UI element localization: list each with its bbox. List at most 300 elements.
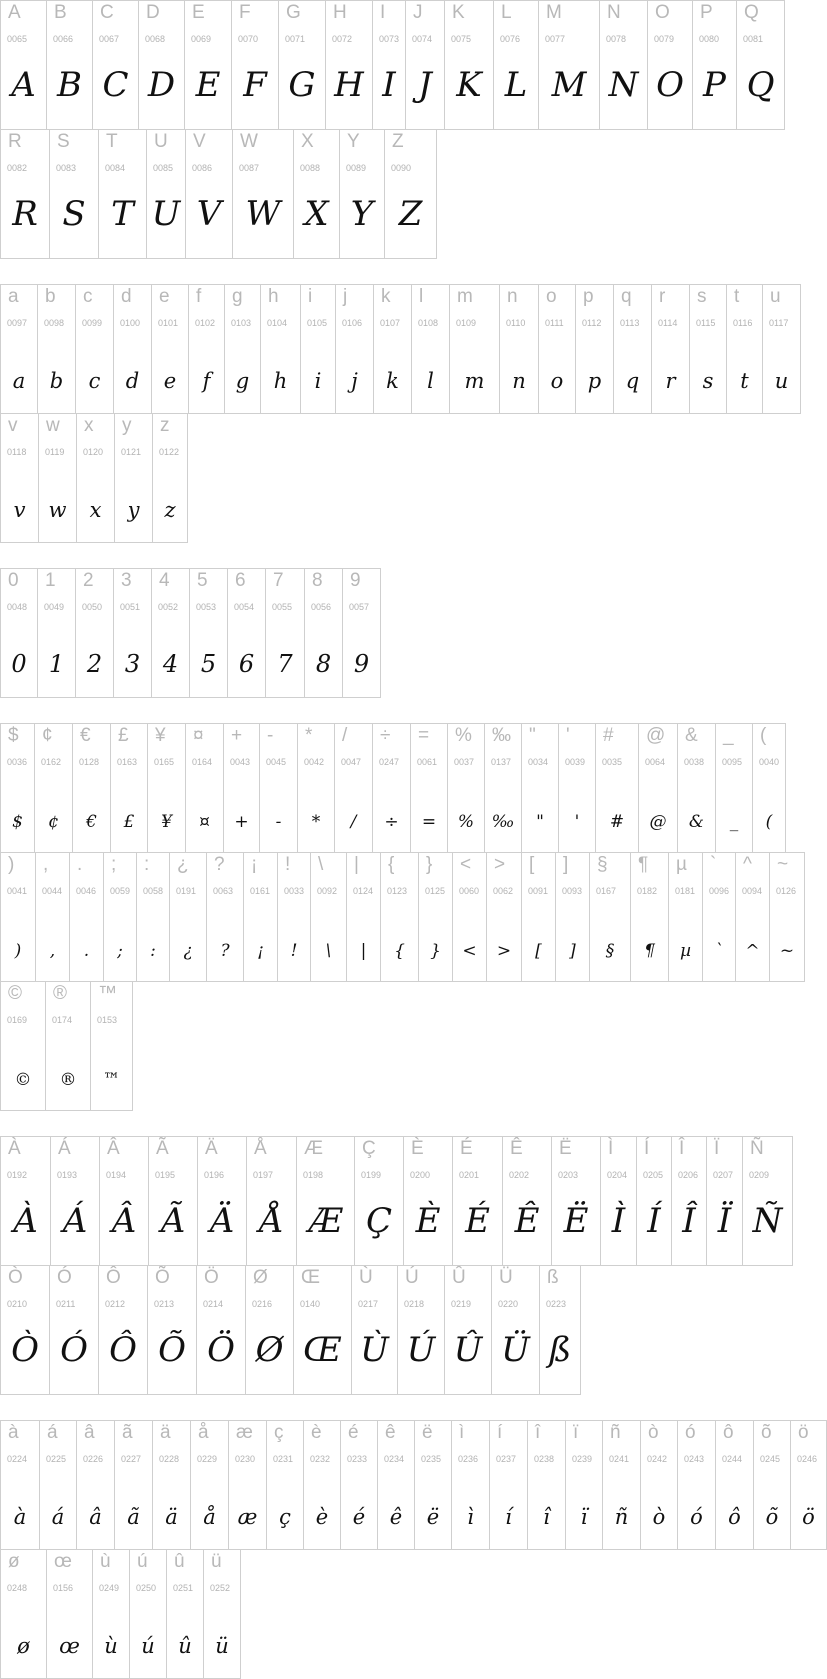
character-label: L (501, 2, 512, 23)
glyph-cell (790, 1420, 827, 1550)
character-label: ù (100, 1551, 111, 1572)
glyph-cell (98, 129, 147, 259)
glyph-cell (702, 852, 736, 982)
script-glyph: s (702, 369, 714, 393)
script-glyph: Z (398, 194, 423, 234)
character-code: 0108 (418, 318, 439, 328)
glyph-cell (418, 852, 453, 982)
character-label: " (529, 725, 536, 746)
character-label: µ (676, 854, 687, 875)
script-glyph: ÷ (384, 812, 399, 832)
script-glyph: | (360, 941, 367, 961)
glyph-cell (260, 284, 301, 414)
character-code: 0055 (272, 602, 293, 612)
character-label: j (343, 286, 348, 307)
glyph-cell (197, 1136, 247, 1266)
glyph-cell (489, 1420, 528, 1550)
glyph-cell (640, 1420, 678, 1550)
character-code: 0041 (7, 886, 28, 896)
character-label: € (80, 725, 91, 746)
script-glyph: £ (123, 812, 135, 832)
character-label: Ó (57, 1267, 72, 1288)
character-label: C (100, 2, 114, 23)
glyph-cell (403, 1136, 453, 1266)
glyph-cell (90, 981, 133, 1111)
script-glyph: L (504, 65, 528, 105)
script-glyph: z (164, 498, 176, 522)
glyph-cell (373, 284, 412, 414)
character-code: 0073 (379, 34, 400, 44)
character-code: 0113 (620, 318, 640, 328)
script-glyph: ¿ (183, 941, 193, 961)
script-glyph: * (311, 812, 321, 832)
character-code: 0125 (425, 886, 446, 896)
glyph-cell (325, 0, 373, 130)
script-glyph: d (125, 369, 140, 393)
script-glyph: Ø (255, 1330, 284, 1370)
script-glyph: 9 (353, 650, 370, 678)
script-glyph: ç (279, 1505, 291, 1529)
character-label: P (700, 2, 713, 23)
character-label: O (655, 2, 670, 23)
script-glyph: ^ (745, 941, 760, 961)
character-label: F (239, 2, 251, 23)
character-code: 0089 (346, 163, 367, 173)
script-glyph: À (13, 1201, 38, 1241)
glyph-cell (304, 568, 343, 698)
character-code: 0036 (7, 757, 28, 767)
script-glyph: Ê (514, 1201, 540, 1241)
script-glyph: ä (165, 1505, 178, 1529)
glyph-cell (92, 0, 139, 130)
character-code: 0092 (317, 886, 338, 896)
character-label: A (8, 2, 21, 23)
glyph-cell (196, 1265, 246, 1395)
character-label: I (380, 2, 386, 23)
script-glyph: ó (690, 1505, 703, 1529)
character-code: 0035 (602, 757, 623, 767)
script-glyph: Î (682, 1201, 696, 1241)
character-code: 0232 (310, 1454, 331, 1464)
glyph-cell (565, 1420, 603, 1550)
character-code: 0046 (76, 886, 97, 896)
character-label: D (146, 2, 160, 23)
glyph-cell (692, 0, 737, 130)
script-glyph: ß (548, 1330, 572, 1370)
script-glyph: Ë (563, 1201, 589, 1241)
script-glyph: R (12, 194, 38, 234)
glyph-cell (227, 568, 266, 698)
character-code: 0223 (546, 1299, 567, 1309)
character-code: 0061 (417, 757, 438, 767)
character-label: ‰ (492, 725, 511, 746)
script-glyph: § (605, 941, 615, 961)
character-label: 8 (312, 570, 323, 591)
script-glyph: O (656, 65, 684, 105)
character-label: E (192, 2, 205, 23)
character-label: Â (107, 1138, 120, 1159)
character-label: k (381, 286, 391, 307)
script-glyph: n (512, 369, 526, 393)
script-glyph: e (163, 369, 177, 393)
glyph-cell (76, 413, 115, 543)
glyph-cell (689, 284, 727, 414)
character-label: ¤ (193, 725, 204, 746)
character-code: 0122 (159, 447, 180, 457)
character-label: ( (760, 725, 767, 746)
script-glyph: ¥ (161, 812, 172, 832)
glyph-cell (677, 723, 716, 853)
character-label: ^ (743, 854, 752, 875)
character-label: b (45, 286, 56, 307)
script-glyph: % (457, 812, 475, 832)
character-code: 0213 (154, 1299, 175, 1309)
character-code: 0059 (110, 886, 131, 896)
character-label: ø (8, 1551, 20, 1572)
character-label: Ë (559, 1138, 572, 1159)
character-label: B (54, 2, 67, 23)
script-glyph: } (430, 941, 441, 961)
character-label: Ú (405, 1267, 419, 1288)
glyph-cell (410, 723, 448, 853)
character-code: 0058 (143, 886, 164, 896)
character-label: N (607, 2, 621, 23)
script-glyph: 7 (277, 650, 293, 678)
character-label: 7 (273, 570, 284, 591)
character-code: 0167 (596, 886, 617, 896)
character-code: 0083 (56, 163, 77, 173)
glyph-cell (152, 1420, 191, 1550)
character-label: 1 (45, 570, 56, 591)
character-code: 0225 (46, 1454, 67, 1464)
character-label: c (83, 286, 93, 307)
character-code: 0126 (776, 886, 797, 896)
character-label: # (603, 725, 614, 746)
glyph-cell (75, 284, 114, 414)
character-code: 0203 (558, 1170, 579, 1180)
character-label: } (426, 854, 433, 875)
character-code: 0087 (239, 163, 260, 173)
glyph-cell (340, 1420, 378, 1550)
character-code: 0193 (57, 1170, 78, 1180)
glyph-cell (243, 852, 278, 982)
script-glyph: 3 (124, 650, 141, 678)
script-glyph: w (48, 498, 67, 522)
glyph-cell (92, 1549, 130, 1679)
character-code: 0218 (404, 1299, 425, 1309)
glyph-cell (203, 1549, 241, 1679)
character-label: @ (646, 725, 666, 746)
script-glyph: G (288, 65, 316, 105)
character-label: q (621, 286, 632, 307)
glyph-cell (380, 852, 419, 982)
character-code: 0094 (742, 886, 763, 896)
character-code: 0228 (159, 1454, 180, 1464)
character-label: û (174, 1551, 185, 1572)
glyph-cell (113, 284, 152, 414)
character-label: ê (385, 1422, 396, 1443)
glyph-cell (346, 852, 381, 982)
character-label: © (8, 983, 22, 1004)
glyph-cell (0, 1420, 40, 1550)
character-code: 0206 (678, 1170, 699, 1180)
glyph-cell (753, 1420, 791, 1550)
script-glyph: Õ (158, 1330, 186, 1370)
character-code: 0068 (145, 34, 166, 44)
glyph-cell (206, 852, 244, 982)
character-label: $ (8, 725, 19, 746)
character-code: 0246 (797, 1454, 818, 1464)
glyph-cell (103, 852, 137, 982)
character-label: 9 (350, 570, 361, 591)
character-label: a (8, 286, 19, 307)
glyph-cell (185, 723, 224, 853)
script-glyph: g (235, 369, 250, 393)
character-label: : (144, 854, 150, 875)
script-glyph: = (421, 812, 437, 832)
character-code: 0042 (304, 757, 325, 767)
script-glyph: q (625, 369, 640, 393)
script-glyph: Y (350, 194, 374, 234)
glyph-cell (76, 1420, 115, 1550)
glyph-cell (411, 284, 450, 414)
script-glyph: ¶ (644, 941, 655, 961)
glyph-cell (114, 413, 153, 543)
glyph-cell (538, 284, 576, 414)
script-glyph: ] (569, 941, 576, 961)
script-glyph: ê (389, 1505, 403, 1529)
character-code: 0231 (273, 1454, 294, 1464)
character-label: ™ (98, 983, 117, 1004)
character-code: 0153 (97, 1015, 118, 1025)
script-glyph: ë (426, 1505, 440, 1529)
character-label: á (47, 1422, 58, 1443)
glyph-cell (293, 129, 340, 259)
script-glyph: D (147, 65, 176, 105)
glyph-cell (499, 284, 539, 414)
character-code: 0128 (79, 757, 100, 767)
glyph-cell (0, 981, 46, 1111)
script-glyph: 6 (238, 650, 255, 678)
character-code: 0204 (607, 1170, 628, 1180)
script-glyph: Ù (360, 1330, 389, 1370)
script-glyph: B (57, 65, 82, 105)
script-glyph: - (275, 812, 282, 832)
glyph-cell (0, 1265, 50, 1395)
script-glyph: È (415, 1201, 441, 1241)
character-label: Ï (714, 1138, 720, 1159)
script-glyph: ¡ (257, 941, 264, 961)
script-glyph: > (496, 941, 512, 961)
character-code: 0174 (52, 1015, 73, 1025)
character-code: 0060 (459, 886, 480, 896)
glyph-cell (372, 0, 406, 130)
character-code: 0103 (231, 318, 252, 328)
script-glyph: 8 (315, 650, 332, 678)
glyph-cell (351, 1265, 398, 1395)
glyph-cell (278, 0, 326, 130)
script-glyph: U (151, 194, 181, 234)
script-glyph: ù (104, 1634, 118, 1658)
glyph-cell (148, 1136, 198, 1266)
glyph-cell (451, 1420, 490, 1550)
character-label: Û (452, 1267, 466, 1288)
glyph-cell (527, 1420, 566, 1550)
script-glyph: { (394, 941, 405, 961)
character-code: 0205 (643, 1170, 664, 1180)
character-code: 0111 (545, 318, 564, 328)
glyph-cell (46, 1549, 93, 1679)
character-label: Ù (359, 1267, 373, 1288)
character-label: ¶ (638, 854, 649, 875)
script-glyph: 5 (200, 650, 217, 678)
character-code: 0105 (307, 318, 328, 328)
glyph-cell (551, 1136, 601, 1266)
script-glyph: ) (14, 941, 22, 961)
character-code: 0196 (204, 1170, 225, 1180)
glyph-cell (146, 129, 186, 259)
glyph-cell (447, 723, 485, 853)
glyph-cell (539, 1265, 581, 1395)
character-code: 0039 (565, 757, 586, 767)
character-label: + (231, 725, 243, 746)
character-label: £ (118, 725, 129, 746)
glyph-cell (521, 723, 559, 853)
character-label: ~ (777, 854, 789, 875)
glyph-cell (493, 0, 539, 130)
character-label: ä (160, 1422, 171, 1443)
script-glyph: . (83, 941, 90, 961)
character-label: Ä (205, 1138, 218, 1159)
character-label: Ø (253, 1267, 268, 1288)
glyph-cell (602, 1420, 641, 1550)
script-glyph: õ (765, 1505, 779, 1529)
script-glyph: $ (12, 812, 23, 832)
character-code: 0197 (253, 1170, 274, 1180)
script-glyph: j (351, 369, 358, 393)
character-label: \ (318, 854, 324, 875)
script-glyph: K (456, 65, 482, 105)
character-code: 0169 (7, 1015, 28, 1025)
character-code: 0242 (647, 1454, 668, 1464)
glyph-cell (0, 1136, 51, 1266)
character-label: g (232, 286, 243, 307)
glyph-cell (110, 723, 148, 853)
script-glyph: J (418, 65, 432, 105)
character-code: 0072 (332, 34, 353, 44)
glyph-cell (231, 0, 279, 130)
character-label: 3 (121, 570, 132, 591)
character-label: ü (211, 1551, 222, 1572)
script-glyph: ‰ (491, 812, 515, 832)
character-label: æ (236, 1422, 253, 1443)
character-label: l (419, 286, 424, 307)
character-code: 0217 (358, 1299, 379, 1309)
character-label: t (734, 286, 740, 307)
character-label: K (452, 2, 465, 23)
character-code: 0235 (421, 1454, 442, 1464)
glyph-cell (600, 1136, 637, 1266)
character-label: > (494, 854, 506, 875)
glyph-cell (736, 0, 785, 130)
script-glyph: ` (714, 941, 724, 961)
glyph-cell (277, 852, 311, 982)
script-glyph: ì (467, 1505, 474, 1529)
character-code: 0070 (238, 34, 259, 44)
glyph-cell (223, 723, 260, 853)
glyph-cell (184, 0, 232, 130)
glyph-cell (558, 723, 596, 853)
character-label: u (770, 286, 781, 307)
glyph-cell (668, 852, 703, 982)
character-code: 0115 (696, 318, 716, 328)
character-code: 0074 (412, 34, 433, 44)
script-glyph: l (427, 369, 434, 393)
character-code: 0109 (456, 318, 477, 328)
glyph-cell (303, 1420, 341, 1550)
character-code: 0078 (606, 34, 627, 44)
glyph-cell (742, 1136, 793, 1266)
script-glyph: ' (574, 812, 580, 832)
glyph-cell (232, 129, 294, 259)
glyph-cell (45, 981, 91, 1111)
glyph-cell (397, 1265, 445, 1395)
script-glyph: û (178, 1634, 192, 1658)
glyph-cell (677, 1420, 716, 1550)
character-label: Y (347, 131, 360, 152)
character-label: z (160, 415, 170, 436)
character-code: 0106 (342, 318, 363, 328)
character-code: 0164 (192, 757, 213, 767)
character-label: ] (563, 854, 569, 875)
character-code: 0045 (266, 757, 287, 767)
script-glyph: , (49, 941, 56, 961)
character-label: v (8, 415, 18, 436)
glyph-cell (630, 852, 669, 982)
glyph-cell (589, 852, 631, 982)
script-glyph: E (195, 65, 221, 105)
character-code: 0238 (534, 1454, 555, 1464)
glyph-cell (136, 852, 170, 982)
glyph-cell (185, 129, 233, 259)
script-glyph: ü (215, 1634, 229, 1658)
glyph-cell (37, 568, 76, 698)
character-code: 0198 (303, 1170, 324, 1180)
script-glyph: ú (141, 1634, 155, 1658)
character-label: í (497, 1422, 503, 1443)
glyph-cell (228, 1420, 267, 1550)
character-code: 0137 (491, 757, 512, 767)
script-glyph: ; (117, 941, 123, 961)
script-glyph: S (62, 194, 86, 234)
script-glyph: Ü (501, 1330, 530, 1370)
script-glyph: 4 (162, 650, 179, 678)
character-label: r (659, 286, 666, 307)
character-code: 0076 (500, 34, 521, 44)
character-label: ô (723, 1422, 734, 1443)
character-code: 0201 (459, 1170, 480, 1180)
character-label: ë (422, 1422, 433, 1443)
glyph-cell (405, 0, 445, 130)
character-code: 0065 (7, 34, 28, 44)
glyph-cell (310, 852, 347, 982)
character-label: / (342, 725, 348, 746)
character-code: 0038 (684, 757, 705, 767)
glyph-cell (521, 852, 556, 982)
script-glyph: Ò (11, 1330, 39, 1370)
character-label: ß (547, 1267, 559, 1288)
character-code: 0241 (609, 1454, 630, 1464)
